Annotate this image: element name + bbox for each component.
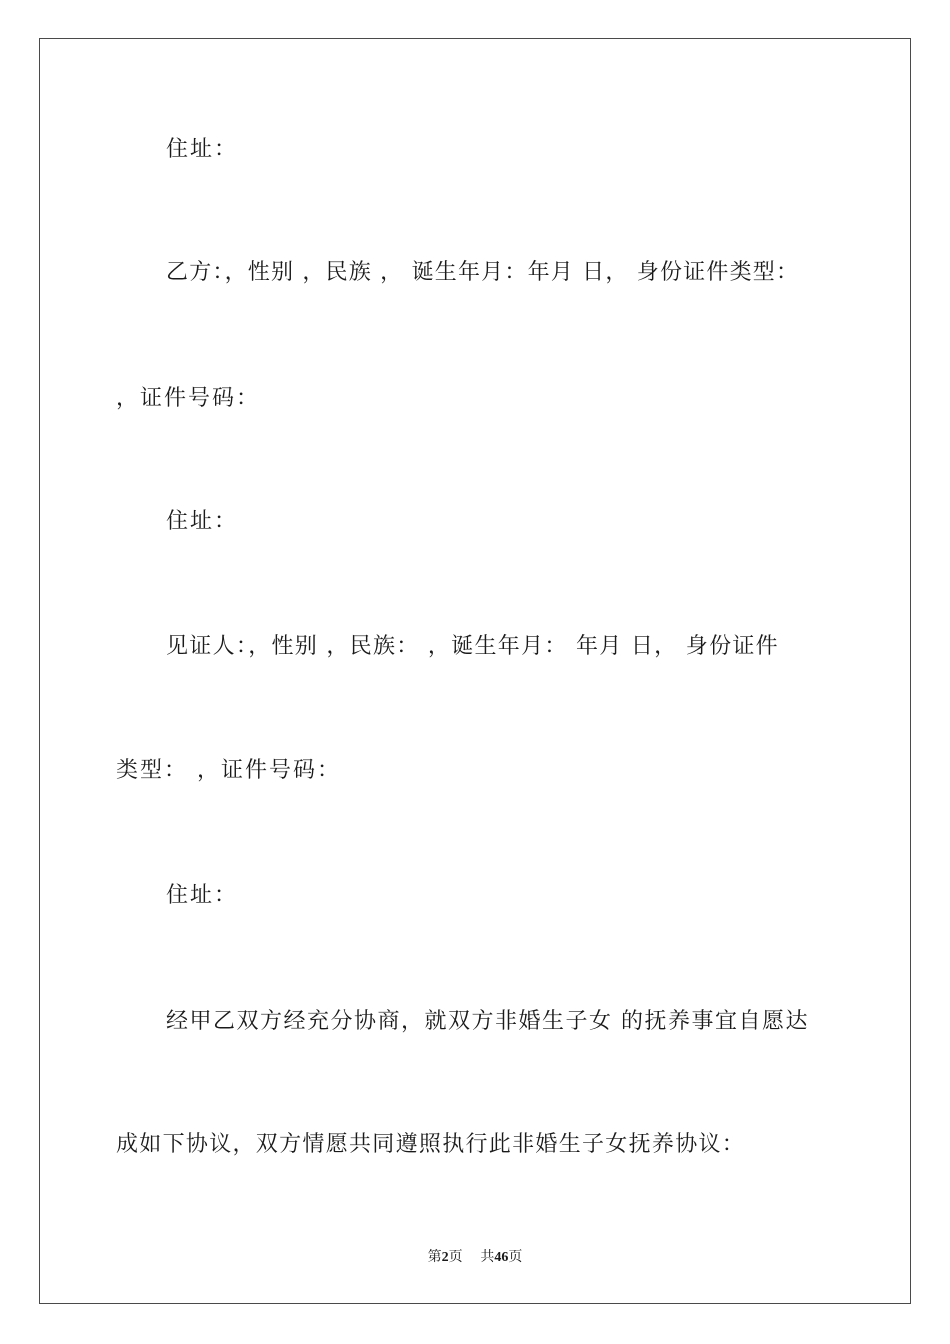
page-footer	[0, 1248, 950, 1267]
total-suffix: 页	[508, 1249, 523, 1265]
witness-id-line: 类型： ，证件号码：	[116, 758, 341, 783]
party-b-info-line: 乙方：，性别 ，民族 ， 诞生年月：年月 日， 身份证件类型：	[166, 260, 800, 285]
address-line-witness: 住址：	[166, 883, 239, 908]
page-suffix: 页	[448, 1249, 463, 1265]
party-b-id-number-line: ，证件号码：	[116, 386, 261, 411]
page-number: 2	[441, 1250, 449, 1265]
witness-info-line: 见证人：，性别 ，民族： ，诞生年月： 年月 日， 身份证件	[166, 634, 779, 659]
total-pages: 46	[494, 1250, 509, 1265]
agreement-paragraph-line-1: 经甲乙双方经充分协商，就双方非婚生子女 的抚养事宜自愿达	[166, 1009, 809, 1034]
address-line-party-a: 住址：	[166, 137, 239, 162]
total-prefix: 共	[480, 1249, 495, 1265]
agreement-paragraph-line-2: 成如下协议，双方情愿共同遵照执行此非婚生子女抚养协议：	[116, 1132, 746, 1157]
address-line-party-b: 住址：	[166, 509, 239, 534]
page-prefix: 第	[427, 1249, 442, 1265]
page-border	[39, 38, 911, 1304]
